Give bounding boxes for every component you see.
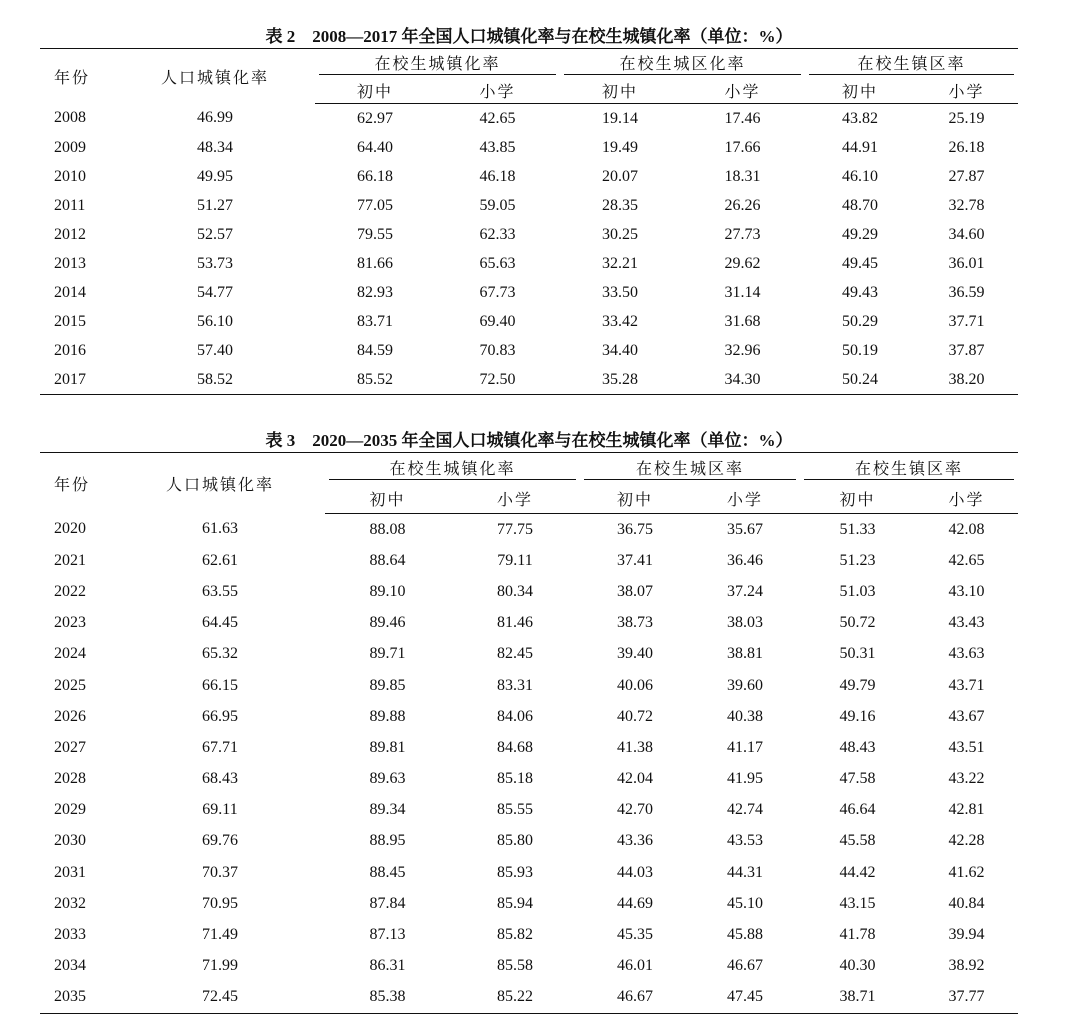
cell-value: 88.08 xyxy=(369,520,406,538)
cell-value: 79.11 xyxy=(497,551,533,569)
cell-value: 46.10 xyxy=(842,167,879,185)
cell-value: 42.70 xyxy=(617,801,654,819)
cell-value: 42.65 xyxy=(948,551,985,569)
cell-value: 44.91 xyxy=(842,138,879,156)
cell-value: 85.82 xyxy=(497,926,533,944)
cell-value: 42.28 xyxy=(948,832,985,850)
cell-value: 80.34 xyxy=(497,582,533,600)
cell-value: 47.58 xyxy=(839,770,876,788)
table-row xyxy=(40,104,1018,134)
table-3-grid xyxy=(40,452,1018,1014)
cell-year: 2009 xyxy=(54,138,86,156)
cell-value: 82.93 xyxy=(357,283,393,301)
cell-value: 84.59 xyxy=(357,341,393,359)
cell-value: 50.72 xyxy=(839,614,876,632)
table-row xyxy=(40,365,1018,395)
cell-value: 42.65 xyxy=(479,109,516,127)
cell-value: 64.45 xyxy=(202,614,238,632)
table-row xyxy=(40,249,1018,278)
cell-value: 46.67 xyxy=(727,957,764,975)
cell-year: 2023 xyxy=(54,614,86,632)
cell-value: 57.40 xyxy=(197,341,233,359)
cell-value: 89.81 xyxy=(369,738,406,756)
cell-value: 77.05 xyxy=(357,196,393,214)
cell-value: 28.35 xyxy=(602,196,639,214)
header-year: 年份 xyxy=(40,453,115,514)
cell-value: 38.73 xyxy=(617,614,654,632)
cell-value: 31.14 xyxy=(724,283,761,301)
cell-value: 34.60 xyxy=(948,225,985,243)
header-primary: 小学 xyxy=(915,483,1018,514)
cell-value: 31.68 xyxy=(724,312,761,330)
cell-value: 39.40 xyxy=(617,645,654,663)
cell-value: 47.45 xyxy=(690,982,800,1014)
cell-value: 52.57 xyxy=(197,225,233,243)
cell-value: 49.95 xyxy=(197,167,233,185)
cell-value: 41.62 xyxy=(948,863,985,881)
cell-value: 66.18 xyxy=(357,167,393,185)
cell-value: 85.22 xyxy=(450,982,580,1014)
cell-value: 39.60 xyxy=(727,676,764,694)
cell-year: 2033 xyxy=(54,926,86,944)
cell-value: 40.06 xyxy=(617,676,654,694)
header-group-city-district: 在校生城区率 xyxy=(580,453,800,484)
cell-value: 49.79 xyxy=(839,676,876,694)
cell-value: 89.63 xyxy=(369,770,406,788)
cell-value: 46.18 xyxy=(479,167,516,185)
cell-value: 27.73 xyxy=(724,225,761,243)
cell-value: 35.67 xyxy=(727,520,764,538)
table-row xyxy=(40,951,1018,982)
cell-value: 29.62 xyxy=(724,254,761,272)
cell-value: 26.26 xyxy=(724,196,761,214)
cell-value: 85.52 xyxy=(315,365,435,395)
table-row xyxy=(40,670,1018,701)
cell-value: 36.75 xyxy=(617,520,654,538)
cell-value: 17.66 xyxy=(724,138,761,156)
cell-value: 43.63 xyxy=(948,645,985,663)
table-row xyxy=(40,133,1018,162)
header-group-town-district: 在校生镇区率 xyxy=(800,453,1018,484)
header-primary: 小学 xyxy=(435,77,560,104)
cell-value: 69.40 xyxy=(479,312,516,330)
cell-value: 17.46 xyxy=(724,109,761,127)
cell-value: 82.45 xyxy=(497,645,533,663)
cell-value: 67.73 xyxy=(479,283,516,301)
table-row xyxy=(40,732,1018,763)
cell-value: 46.64 xyxy=(839,801,876,819)
cell-value: 33.50 xyxy=(602,283,639,301)
cell-value: 51.23 xyxy=(839,551,876,569)
table-3-title: 表 3 2020—2035 年全国人口城镇化率与在校生城镇化率（单位：%） xyxy=(265,431,793,450)
cell-year: 2035 xyxy=(40,982,115,1014)
table-2-body xyxy=(40,104,1018,395)
table-row xyxy=(40,826,1018,857)
cell-value: 88.45 xyxy=(369,863,406,881)
cell-value: 40.30 xyxy=(839,957,876,975)
header-primary: 小学 xyxy=(915,77,1018,104)
cell-year: 2022 xyxy=(54,582,86,600)
header-junior-high: 初中 xyxy=(315,77,435,104)
cell-value: 72.45 xyxy=(115,982,325,1014)
cell-value: 58.52 xyxy=(115,365,315,395)
cell-value: 49.43 xyxy=(842,283,879,301)
cell-value: 43.43 xyxy=(948,614,985,632)
cell-value: 83.71 xyxy=(357,312,393,330)
cell-year: 2020 xyxy=(54,520,86,538)
cell-year: 2031 xyxy=(54,863,86,881)
cell-value: 69.76 xyxy=(202,832,238,850)
cell-value: 46.99 xyxy=(197,109,233,127)
cell-value: 37.71 xyxy=(948,312,985,330)
cell-year: 2012 xyxy=(54,225,86,243)
cell-value: 49.45 xyxy=(842,254,879,272)
cell-value: 43.67 xyxy=(948,707,985,725)
cell-value: 26.18 xyxy=(948,138,985,156)
cell-value: 48.43 xyxy=(839,738,876,756)
cell-value: 42.04 xyxy=(617,770,654,788)
cell-value: 77.75 xyxy=(497,520,533,538)
cell-value: 51.27 xyxy=(197,196,233,214)
cell-value: 85.18 xyxy=(497,770,533,788)
cell-year: 2024 xyxy=(54,645,86,663)
cell-value: 85.93 xyxy=(497,863,533,881)
cell-value: 85.80 xyxy=(497,832,533,850)
cell-value: 38.03 xyxy=(727,614,764,632)
table-3-body xyxy=(40,514,1018,1014)
table-2-title: 表 2 2008—2017 年全国人口城镇化率与在校生城镇化率（单位：%） xyxy=(265,27,793,46)
cell-value: 59.05 xyxy=(479,196,516,214)
table-2 xyxy=(40,26,1018,395)
cell-value: 89.85 xyxy=(369,676,406,694)
cell-year: 2032 xyxy=(54,894,86,912)
cell-value: 66.15 xyxy=(202,676,238,694)
cell-value: 33.42 xyxy=(602,312,639,330)
cell-value: 70.95 xyxy=(202,894,238,912)
cell-value: 46.01 xyxy=(617,957,654,975)
cell-value: 66.95 xyxy=(202,707,238,725)
header-junior-high: 初中 xyxy=(580,483,690,514)
cell-value: 42.08 xyxy=(948,520,985,538)
cell-year: 2011 xyxy=(54,196,86,214)
cell-value: 89.71 xyxy=(369,645,406,663)
cell-value: 19.49 xyxy=(602,138,639,156)
header-junior-high: 初中 xyxy=(560,77,680,104)
table-row xyxy=(40,608,1018,639)
cell-value: 43.51 xyxy=(948,738,985,756)
cell-value: 62.97 xyxy=(357,109,393,127)
header-group-urbanization: 在校生城镇化率 xyxy=(325,453,580,484)
cell-value: 38.71 xyxy=(800,982,915,1014)
cell-value: 37.77 xyxy=(915,982,1018,1014)
cell-value: 37.24 xyxy=(727,582,764,600)
cell-value: 51.03 xyxy=(839,582,876,600)
cell-year: 2027 xyxy=(54,738,86,756)
cell-value: 43.22 xyxy=(948,770,985,788)
cell-value: 68.43 xyxy=(202,770,238,788)
cell-value: 83.31 xyxy=(497,676,533,694)
cell-value: 88.95 xyxy=(369,832,406,850)
cell-value: 62.61 xyxy=(202,551,238,569)
cell-value: 50.19 xyxy=(842,341,879,359)
table-row xyxy=(40,576,1018,607)
cell-value: 42.74 xyxy=(727,801,764,819)
cell-value: 50.31 xyxy=(839,645,876,663)
table-3 xyxy=(40,430,1018,1014)
cell-value: 44.03 xyxy=(617,863,654,881)
cell-year: 2010 xyxy=(54,167,86,185)
cell-value: 70.83 xyxy=(479,341,516,359)
cell-value: 32.96 xyxy=(724,341,761,359)
table-row xyxy=(40,919,1018,950)
cell-value: 64.40 xyxy=(357,138,393,156)
cell-year: 2034 xyxy=(54,957,86,975)
cell-value: 43.82 xyxy=(842,109,879,127)
table-row xyxy=(40,982,1018,1014)
table-row xyxy=(40,162,1018,191)
cell-value: 84.06 xyxy=(497,707,533,725)
cell-year: 2029 xyxy=(54,801,86,819)
cell-value: 87.13 xyxy=(369,926,406,944)
cell-year: 2017 xyxy=(40,365,115,395)
cell-value: 62.33 xyxy=(479,225,516,243)
cell-value: 36.01 xyxy=(948,254,985,272)
cell-value: 35.28 xyxy=(560,365,680,395)
cell-value: 86.31 xyxy=(369,957,406,975)
table-row xyxy=(40,701,1018,732)
cell-value: 36.59 xyxy=(948,283,985,301)
cell-value: 54.77 xyxy=(197,283,233,301)
cell-value: 40.38 xyxy=(727,707,764,725)
cell-value: 85.38 xyxy=(325,982,450,1014)
cell-year: 2014 xyxy=(54,283,86,301)
cell-year: 2030 xyxy=(54,832,86,850)
cell-value: 89.46 xyxy=(369,614,406,632)
table-row xyxy=(40,545,1018,576)
cell-year: 2026 xyxy=(54,707,86,725)
table-row xyxy=(40,220,1018,249)
cell-value: 38.07 xyxy=(617,582,654,600)
cell-value: 48.34 xyxy=(197,138,233,156)
cell-value: 70.37 xyxy=(202,863,238,881)
cell-value: 37.87 xyxy=(948,341,985,359)
cell-value: 20.07 xyxy=(602,167,639,185)
cell-value: 44.31 xyxy=(727,863,764,881)
cell-value: 53.73 xyxy=(197,254,233,272)
cell-year: 2015 xyxy=(54,312,86,330)
header-group-city-district: 在校生城区化率 xyxy=(560,49,805,78)
table-row xyxy=(40,278,1018,307)
header-junior-high: 初中 xyxy=(800,483,915,514)
table-row xyxy=(40,795,1018,826)
cell-value: 48.70 xyxy=(842,196,879,214)
cell-value: 50.29 xyxy=(842,312,879,330)
header-primary: 小学 xyxy=(680,77,805,104)
header-junior-high: 初中 xyxy=(325,483,450,514)
cell-value: 61.63 xyxy=(202,520,238,538)
cell-value: 43.85 xyxy=(479,138,516,156)
cell-value: 85.58 xyxy=(497,957,533,975)
cell-value: 42.81 xyxy=(948,801,985,819)
cell-value: 88.64 xyxy=(369,551,406,569)
cell-value: 32.78 xyxy=(948,196,985,214)
cell-value: 63.55 xyxy=(202,582,238,600)
cell-value: 34.40 xyxy=(602,341,639,359)
cell-value: 85.55 xyxy=(497,801,533,819)
cell-value: 43.71 xyxy=(948,676,985,694)
cell-year: 2025 xyxy=(54,676,86,694)
cell-value: 44.69 xyxy=(617,894,654,912)
cell-value: 39.94 xyxy=(948,926,985,944)
cell-value: 56.10 xyxy=(197,312,233,330)
header-junior-high: 初中 xyxy=(805,77,915,104)
table-row xyxy=(40,514,1018,546)
cell-value: 87.84 xyxy=(369,894,406,912)
cell-value: 45.10 xyxy=(727,894,764,912)
cell-value: 40.72 xyxy=(617,707,654,725)
table-2-grid xyxy=(40,48,1018,395)
cell-value: 34.30 xyxy=(680,365,805,395)
cell-value: 36.46 xyxy=(727,551,764,569)
cell-value: 38.81 xyxy=(727,645,764,663)
cell-value: 37.41 xyxy=(617,551,654,569)
cell-value: 84.68 xyxy=(497,738,533,756)
cell-year: 2021 xyxy=(54,551,86,569)
table-row xyxy=(40,764,1018,795)
cell-value: 19.14 xyxy=(602,109,639,127)
cell-value: 71.99 xyxy=(202,957,238,975)
cell-value: 71.49 xyxy=(202,926,238,944)
cell-value: 72.50 xyxy=(435,365,560,395)
cell-value: 49.29 xyxy=(842,225,879,243)
table-row xyxy=(40,307,1018,336)
cell-value: 18.31 xyxy=(724,167,761,185)
cell-value: 67.71 xyxy=(202,738,238,756)
cell-year: 2028 xyxy=(54,770,86,788)
cell-year: 2008 xyxy=(54,109,86,127)
cell-value: 89.88 xyxy=(369,707,406,725)
cell-value: 38.20 xyxy=(915,365,1018,395)
cell-value: 46.67 xyxy=(580,982,690,1014)
cell-value: 40.84 xyxy=(948,894,985,912)
table-row xyxy=(40,336,1018,365)
header-population-urbanization: 人口城镇化率 xyxy=(115,49,315,104)
cell-value: 89.34 xyxy=(369,801,406,819)
cell-value: 69.11 xyxy=(202,801,238,819)
cell-value: 81.66 xyxy=(357,254,393,272)
cell-value: 65.63 xyxy=(479,254,516,272)
cell-value: 30.25 xyxy=(602,225,639,243)
cell-value: 41.17 xyxy=(727,738,764,756)
cell-value: 81.46 xyxy=(497,614,533,632)
cell-value: 43.10 xyxy=(948,582,985,600)
cell-value: 89.10 xyxy=(369,582,406,600)
cell-value: 79.55 xyxy=(357,225,393,243)
cell-year: 2016 xyxy=(54,341,86,359)
cell-value: 85.94 xyxy=(497,894,533,912)
cell-value: 25.19 xyxy=(948,109,985,127)
cell-value: 45.58 xyxy=(839,832,876,850)
cell-value: 38.92 xyxy=(948,957,985,975)
cell-value: 41.95 xyxy=(727,770,764,788)
cell-value: 41.38 xyxy=(617,738,654,756)
table-row xyxy=(40,888,1018,919)
header-primary: 小学 xyxy=(450,483,580,514)
cell-value: 65.32 xyxy=(202,645,238,663)
cell-value: 50.24 xyxy=(805,365,915,395)
cell-value: 44.42 xyxy=(839,863,876,881)
cell-value: 43.36 xyxy=(617,832,654,850)
cell-year: 2013 xyxy=(54,254,86,272)
cell-value: 45.88 xyxy=(727,926,764,944)
header-year: 年份 xyxy=(40,49,115,104)
table-row xyxy=(40,191,1018,220)
table-row xyxy=(40,639,1018,670)
cell-value: 27.87 xyxy=(948,167,985,185)
cell-value: 51.33 xyxy=(839,520,876,538)
cell-value: 49.16 xyxy=(839,707,876,725)
table-row xyxy=(40,857,1018,888)
cell-value: 43.53 xyxy=(727,832,764,850)
header-group-town-district: 在校生镇区率 xyxy=(805,49,1018,78)
header-primary: 小学 xyxy=(690,483,800,514)
cell-value: 45.35 xyxy=(617,926,654,944)
header-group-urbanization: 在校生城镇化率 xyxy=(315,49,560,78)
header-population-urbanization: 人口城镇化率 xyxy=(115,453,325,514)
cell-value: 41.78 xyxy=(839,926,876,944)
cell-value: 32.21 xyxy=(602,254,639,272)
cell-value: 43.15 xyxy=(839,894,876,912)
